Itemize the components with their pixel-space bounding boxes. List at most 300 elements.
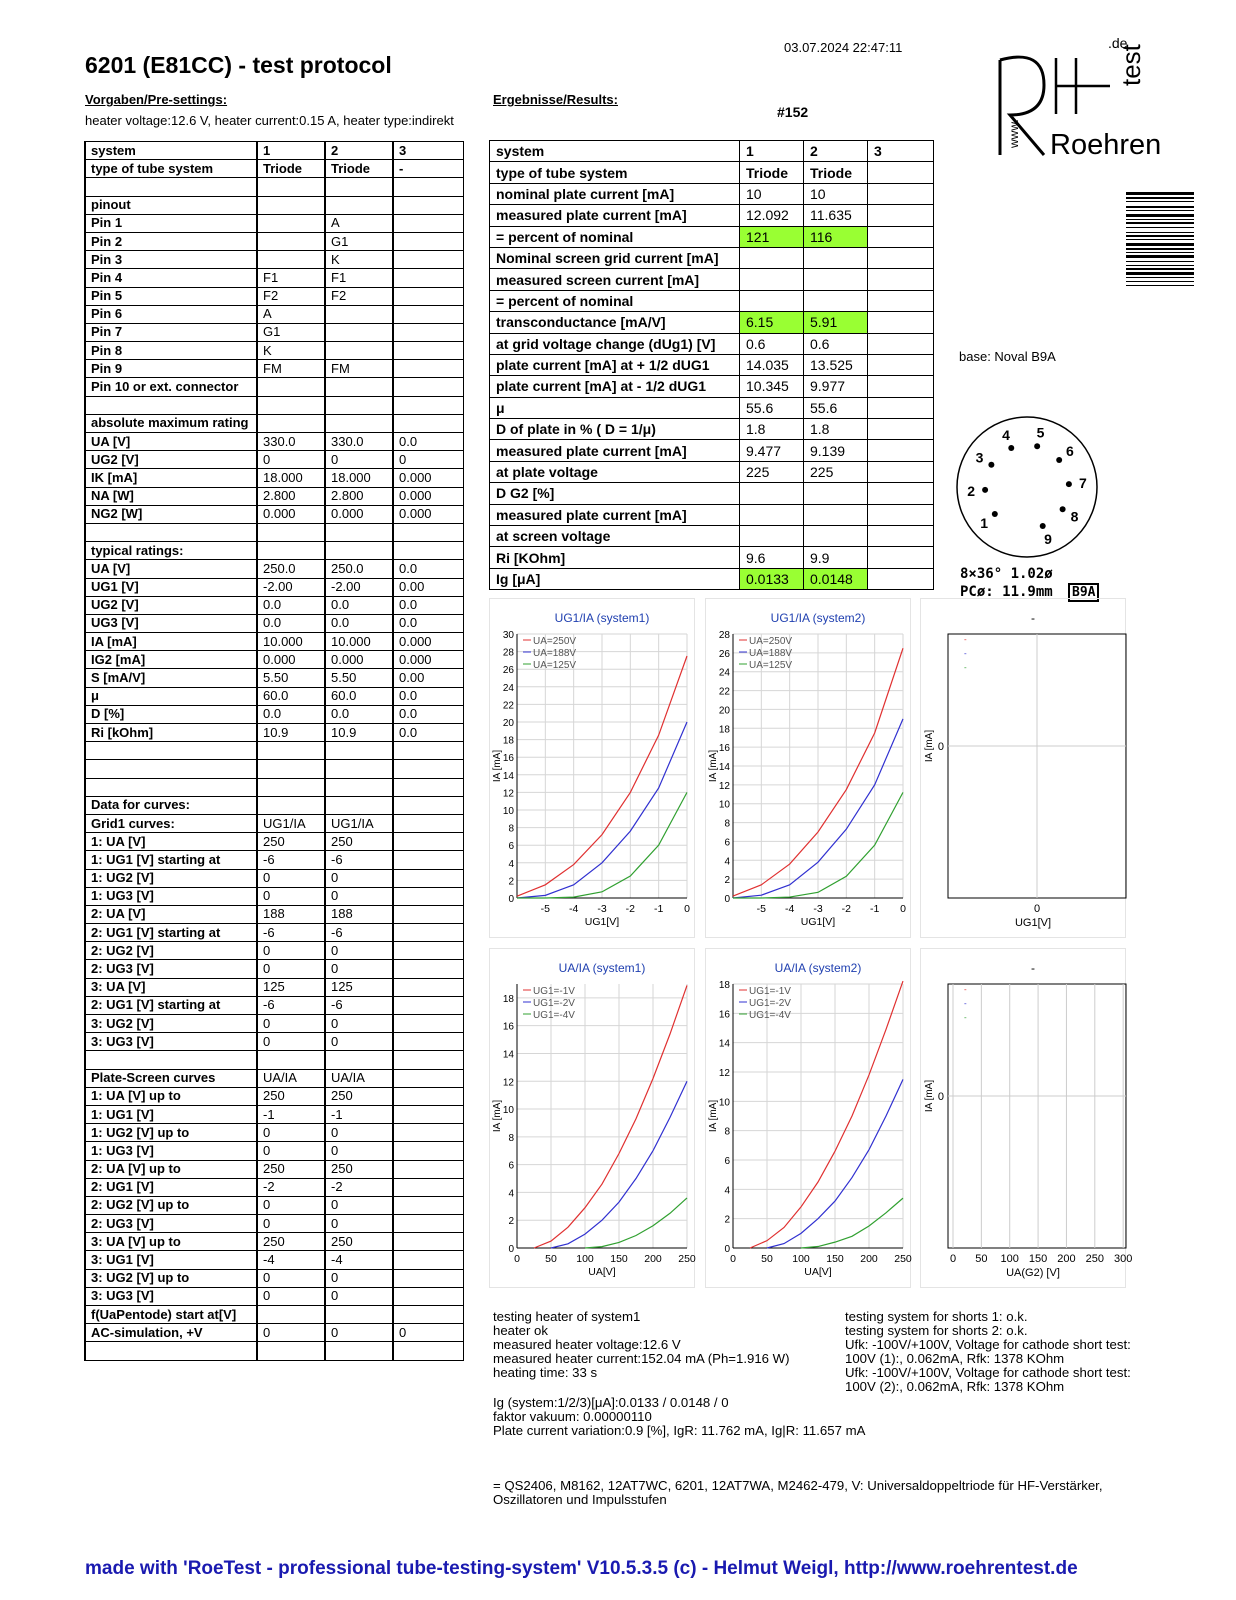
left-value-cell: 0 [257,1324,325,1342]
left-row [85,1233,463,1251]
left-row [85,214,463,232]
res-value-cell: 1.8 [740,419,804,440]
chart-title: UG1/IA (system1) [554,611,650,625]
chart-title: UG1/IA (system2) [770,611,866,625]
res-value-cell: 121 [740,226,804,247]
y-tick-label: 20 [718,705,730,717]
left-row [85,323,463,341]
left-value-cell: 3 [393,142,463,160]
left-value-cell: 0.0 [325,596,393,614]
res-row [490,419,934,440]
y-tick-label: 8 [724,1126,730,1138]
res-value-cell: 1 [740,141,804,162]
plot-area [948,984,1126,1248]
res-value-cell: 116 [804,226,868,247]
y-tick-label: 12 [718,780,730,792]
res-value-cell [804,290,868,311]
res-value-cell [868,547,934,568]
x-axis-label: UG1[V] [800,916,836,928]
res-label-cell: measured plate current [mA] [490,504,740,525]
left-label-cell: UA [V] [85,560,257,578]
x-tick-label: 150 [610,1253,628,1265]
legend-label: UA=125V [749,660,793,671]
res-value-cell: Triode [740,162,804,183]
res-label-cell: type of tube system [490,162,740,183]
left-value-cell: 0 [257,1142,325,1160]
left-value-cell [393,833,463,851]
left-value-cell: F1 [257,269,325,287]
res-label-cell: Nominal screen grid current [mA] [490,247,740,268]
left-value-cell [257,523,325,541]
legend-marker: - [964,649,967,658]
left-row [85,778,463,796]
res-value-cell: 9.477 [740,440,804,461]
left-value-cell [393,760,463,778]
left-value-cell: 18.000 [257,469,325,487]
left-row [85,142,463,160]
left-row [85,1215,463,1233]
left-row [85,342,463,360]
left-value-cell [393,905,463,923]
barcode-bar [1126,206,1194,208]
left-value-cell [393,342,463,360]
res-value-cell [804,269,868,290]
left-label-cell: Pin 9 [85,360,257,378]
res-value-cell: 13.525 [804,354,868,375]
left-value-cell [393,742,463,760]
y-tick-label: 12 [502,788,514,800]
left-value-cell [257,414,325,432]
x-tick-label: 250 [1085,1253,1104,1265]
left-value-cell [257,742,325,760]
y-tick-label: 18 [502,993,514,1005]
left-row [85,232,463,250]
left-value-cell: 0.0 [257,614,325,632]
left-value-cell [393,251,463,269]
barcode-bar [1126,222,1194,224]
left-value-cell [325,323,393,341]
res-row [490,226,934,247]
left-value-cell [393,1015,463,1033]
res-value-cell: 0.6 [740,333,804,354]
left-label-cell: 1: UG2 [V] [85,869,257,887]
left-value-cell: 250.0 [325,560,393,578]
res-value-cell [868,247,934,268]
left-label-cell: 1: UA [V] [85,833,257,851]
left-label-cell [85,1051,257,1069]
base-pin [1034,443,1040,449]
left-value-cell: 250 [257,833,325,851]
y-tick-label: 6 [724,1156,730,1167]
left-row [85,360,463,378]
chart-title: UA/IA (system1) [558,961,646,975]
y-tick-label: 0 [937,741,944,753]
y-tick-label: 30 [502,630,514,641]
x-tick-label: 100 [792,1253,810,1265]
left-value-cell: 2.800 [257,487,325,505]
y-tick-label: 22 [718,686,730,698]
presettings-heading: Vorgaben/Pre-settings: [85,92,228,107]
res-row [490,354,934,375]
left-label-cell: S [mA/V] [85,669,257,687]
left-value-cell [393,1233,463,1251]
legend-label: UA=250V [533,636,577,647]
res-value-cell [740,504,804,525]
left-row [85,887,463,905]
y-tick-label: 8 [724,818,730,830]
left-value-cell: 0.0 [393,705,463,723]
footer-credit: made with 'RoeTest - professional tube-testing-system' V10.5.3.5 (c) - Helmut Weigl, http://www.roehrentest.de [85,1558,1078,1579]
left-value-cell [393,1196,463,1214]
left-value-cell: 0 [257,451,325,469]
x-tick-label: -3 [813,903,823,915]
left-label-cell: Pin 1 [85,214,257,232]
res-row [490,141,934,162]
y-tick-label: 14 [718,1038,730,1050]
y-tick-label: 18 [718,980,730,991]
left-row [85,523,463,541]
left-label-cell: Pin 3 [85,251,257,269]
left-row [85,724,463,742]
barcode-bar [1126,239,1194,240]
left-value-cell: 0.0 [393,433,463,451]
res-value-cell: 12.092 [740,205,804,226]
left-value-cell: -6 [257,924,325,942]
left-label-cell: 1: UG2 [V] up to [85,1124,257,1142]
left-value-cell [325,1306,393,1324]
left-value-cell: 250 [257,1160,325,1178]
left-value-cell: G1 [257,323,325,341]
left-value-cell [257,396,325,414]
legend-label: UA=250V [749,636,793,647]
legend-marker: - [964,999,967,1008]
res-value-cell [740,269,804,290]
res-value-cell [868,504,934,525]
legend-label: UA=125V [533,660,577,671]
left-row [85,378,463,396]
left-value-cell: 250.0 [257,560,325,578]
y-tick-label: 2 [724,1214,730,1226]
chart-5 [705,948,911,1288]
left-label-cell: UG2 [V] [85,596,257,614]
left-row [85,1105,463,1123]
left-label-cell: 2: UG1 [V] starting at [85,924,257,942]
left-value-cell: 0.000 [257,505,325,523]
left-value-cell: -2 [325,1178,393,1196]
equivalents-text: = QS2406, M8162, 12AT7WC, 6201, 12AT7WA, M2462-479, V: Universaldoppeltriode für HF-Verstärker, Oszillatoren und Impulsstufen [493,1478,1103,1507]
barcode-bar [1126,255,1194,258]
x-tick-label: 0 [900,903,906,915]
res-value-cell: 55.6 [740,397,804,418]
left-value-cell: 0.0 [393,596,463,614]
left-row [85,1269,463,1287]
y-tick-label: 16 [502,753,514,765]
res-row [490,568,934,589]
legend-marker: - [964,635,967,644]
res-row [490,205,934,226]
left-label-cell: 3: UG3 [V] [85,1287,257,1305]
left-value-cell: 250 [257,1233,325,1251]
left-row [85,651,463,669]
results-table [489,140,934,590]
series-line [585,1198,687,1248]
y-axis-label: IA [mA] [708,749,719,783]
left-value-cell: 250 [325,1160,393,1178]
left-row [85,1324,463,1342]
x-tick-label: 50 [545,1253,557,1265]
res-value-cell [868,269,934,290]
left-label-cell [85,760,257,778]
y-axis-label: IA [mA] [492,1099,503,1133]
left-value-cell: 0 [325,1033,393,1051]
res-value-cell [868,397,934,418]
base-pin-label: 9 [1044,530,1052,547]
res-value-cell: 0.6 [804,333,868,354]
left-value-cell: Triode [257,160,325,178]
left-value-cell: F1 [325,269,393,287]
left-label-cell: 2: UG2 [V] [85,942,257,960]
left-value-cell: 10.9 [325,724,393,742]
y-axis-label: IA [mA] [492,749,503,783]
base-pin-label: 1 [980,514,988,531]
left-value-cell: 0.000 [325,651,393,669]
res-value-cell [804,483,868,504]
left-value-cell [393,1105,463,1123]
left-value-cell: 188 [325,905,393,923]
base-pin [1008,445,1014,451]
left-label-cell: Pin 6 [85,305,257,323]
left-value-cell [393,287,463,305]
left-value-cell: -2 [257,1178,325,1196]
left-value-cell: 250 [325,1233,393,1251]
chart-frame [921,599,1126,938]
res-value-cell [868,183,934,204]
y-tick-label: 28 [502,647,514,659]
y-tick-label: 2 [508,876,514,888]
y-tick-label: 26 [718,648,730,660]
x-tick-label: -2 [841,903,852,915]
x-tick-label: 150 [1028,1253,1048,1265]
y-tick-label: 24 [502,682,514,694]
left-value-cell: 0.000 [393,469,463,487]
left-row [85,1069,463,1087]
res-value-cell [868,312,934,333]
res-row [490,504,934,525]
left-value-cell: 0.000 [257,651,325,669]
x-tick-label: 200 [860,1253,878,1265]
left-value-cell [325,378,393,396]
base-pin [982,487,988,493]
left-value-cell: -1 [257,1105,325,1123]
chart-6 [920,948,1133,1288]
y-tick-label: 0 [724,1244,730,1255]
res-label-cell: measured plate current [mA] [490,440,740,461]
left-value-cell [325,178,393,196]
y-tick-label: 0 [937,1091,944,1103]
left-label-cell: 1: UG1 [V] [85,1105,257,1123]
left-value-cell: 0.0 [257,705,325,723]
y-tick-label: 14 [502,1049,514,1061]
left-value-cell: 60.0 [325,687,393,705]
left-value-cell: FM [325,360,393,378]
left-value-cell [325,542,393,560]
left-value-cell: 0.0 [325,705,393,723]
left-value-cell: 0 [257,942,325,960]
left-value-cell: 10.9 [257,724,325,742]
chart-frame [490,949,695,1288]
left-value-cell [325,796,393,814]
res-value-cell: 225 [804,461,868,482]
logo-text: Roehren [1050,129,1162,161]
y-tick-label: 24 [718,667,730,679]
chart-frame [706,949,911,1288]
left-label-cell: Ri [kOhm] [85,724,257,742]
left-value-cell [393,887,463,905]
left-value-cell [393,214,463,232]
left-value-cell: 0 [325,1142,393,1160]
left-value-cell: 0 [325,1196,393,1214]
left-label-cell: 2: UA [V] up to [85,1160,257,1178]
legend-label: UG1=-1V [533,986,575,997]
left-value-cell [393,178,463,196]
left-value-cell: 10.000 [257,633,325,651]
barcode-bar [1126,277,1194,278]
page-title: 6201 (E81CC) - test protocol [85,52,392,78]
left-label-cell: Plate-Screen curves [85,1069,257,1087]
left-row [85,1142,463,1160]
left-value-cell: 0 [325,960,393,978]
left-label-cell: UG1 [V] [85,578,257,596]
left-row [85,760,463,778]
y-tick-label: 2 [508,1216,514,1228]
left-value-cell: -1 [325,1105,393,1123]
left-value-cell: 2.800 [325,487,393,505]
barcode-bar [1126,265,1194,266]
chart-3 [920,598,1126,938]
left-row [85,305,463,323]
left-value-cell: 0 [325,1269,393,1287]
left-value-cell [325,414,393,432]
base-pin [1040,523,1046,529]
x-tick-label: -5 [540,903,551,915]
left-row [85,578,463,596]
res-label-cell: μ [490,397,740,418]
left-value-cell [257,178,325,196]
left-label-cell: 3: UA [V] [85,978,257,996]
left-value-cell [393,869,463,887]
left-label-cell: 3: UG3 [V] [85,1033,257,1051]
res-value-cell: 1.8 [804,419,868,440]
x-tick-label: 200 [1057,1253,1076,1265]
x-tick-label: 0 [1033,903,1041,915]
res-label-cell: D G2 [%] [490,483,740,504]
left-value-cell: F2 [257,287,325,305]
left-value-cell: 0 [257,1196,325,1214]
y-tick-label: 4 [724,856,730,868]
res-value-cell [868,419,934,440]
res-label-cell: = percent of nominal [490,226,740,247]
res-row [490,333,934,354]
res-value-cell: 55.6 [804,397,868,418]
res-label-cell: plate current [mA] at - 1/2 dUG1 [490,376,740,397]
res-value-cell [868,333,934,354]
x-tick-label: -1 [653,903,664,915]
left-label-cell: IK [mA] [85,469,257,487]
left-label-cell: NA [W] [85,487,257,505]
y-tick-label: 10 [718,799,730,811]
left-label-cell: f(UaPentode) start at[V] [85,1306,257,1324]
y-tick-label: 0 [508,894,514,905]
res-value-cell: 9.139 [804,440,868,461]
left-row [85,742,463,760]
left-row [85,942,463,960]
x-tick-label: 200 [644,1253,662,1265]
base-pin-label: 8 [1070,508,1079,525]
res-value-cell: 10 [804,183,868,204]
res-label-cell: transconductance [mA/V] [490,312,740,333]
presettings-table [84,141,464,1361]
y-tick-label: 4 [508,1188,514,1200]
res-label-cell: Ig [μA] [490,568,740,589]
res-label-cell: at plate voltage [490,461,740,482]
left-label-cell: 2: UG1 [V] [85,1178,257,1196]
left-value-cell: 0.000 [393,505,463,523]
res-value-cell [740,290,804,311]
left-value-cell [393,1269,463,1287]
left-row [85,1178,463,1196]
x-tick-label: 300 [1113,1253,1133,1265]
left-value-cell: -4 [325,1251,393,1269]
left-value-cell [393,978,463,996]
left-value-cell [393,1306,463,1324]
y-tick-label: 6 [508,841,514,853]
logo-de: .de [1108,35,1128,51]
x-tick-label: -4 [784,903,795,915]
x-tick-label: 50 [761,1253,773,1265]
res-value-cell [868,483,934,504]
left-value-cell: 1 [257,142,325,160]
y-tick-label: 28 [718,630,730,641]
left-row [85,1124,463,1142]
left-value-cell: -6 [325,996,393,1014]
left-value-cell: 0 [257,887,325,905]
left-value-cell: 0 [257,1124,325,1142]
left-label-cell: D [%] [85,705,257,723]
left-value-cell [393,851,463,869]
left-label-cell: IG2 [mA] [85,651,257,669]
res-value-cell [868,162,934,183]
x-tick-label: 150 [826,1253,844,1265]
left-value-cell: 0 [393,451,463,469]
y-axis-label: IA [mA] [708,1099,719,1133]
left-row [85,1160,463,1178]
res-row [490,269,934,290]
left-value-cell: 0 [325,451,393,469]
res-label-cell: measured screen current [mA] [490,269,740,290]
left-value-cell: 0 [325,1287,393,1305]
x-axis-label: UA[V] [804,1266,832,1278]
res-value-cell: 9.6 [740,547,804,568]
left-value-cell [393,1051,463,1069]
res-row [490,547,934,568]
left-row [85,669,463,687]
left-value-cell: Triode [325,160,393,178]
res-label-cell: at screen voltage [490,526,740,547]
barcode-bar [1126,227,1194,228]
left-value-cell: 0.0 [393,560,463,578]
grid-current-text: Ig (system:1/2/3)[μA]:0.0133 / 0.0148 / 0 faktor vakuum: 0.00000110 Plate current variation:0.9 [%], IgR: 11.762 mA, Ig|R: 11.657 mA [493,1395,866,1438]
left-label-cell: UA [V] [85,433,257,451]
